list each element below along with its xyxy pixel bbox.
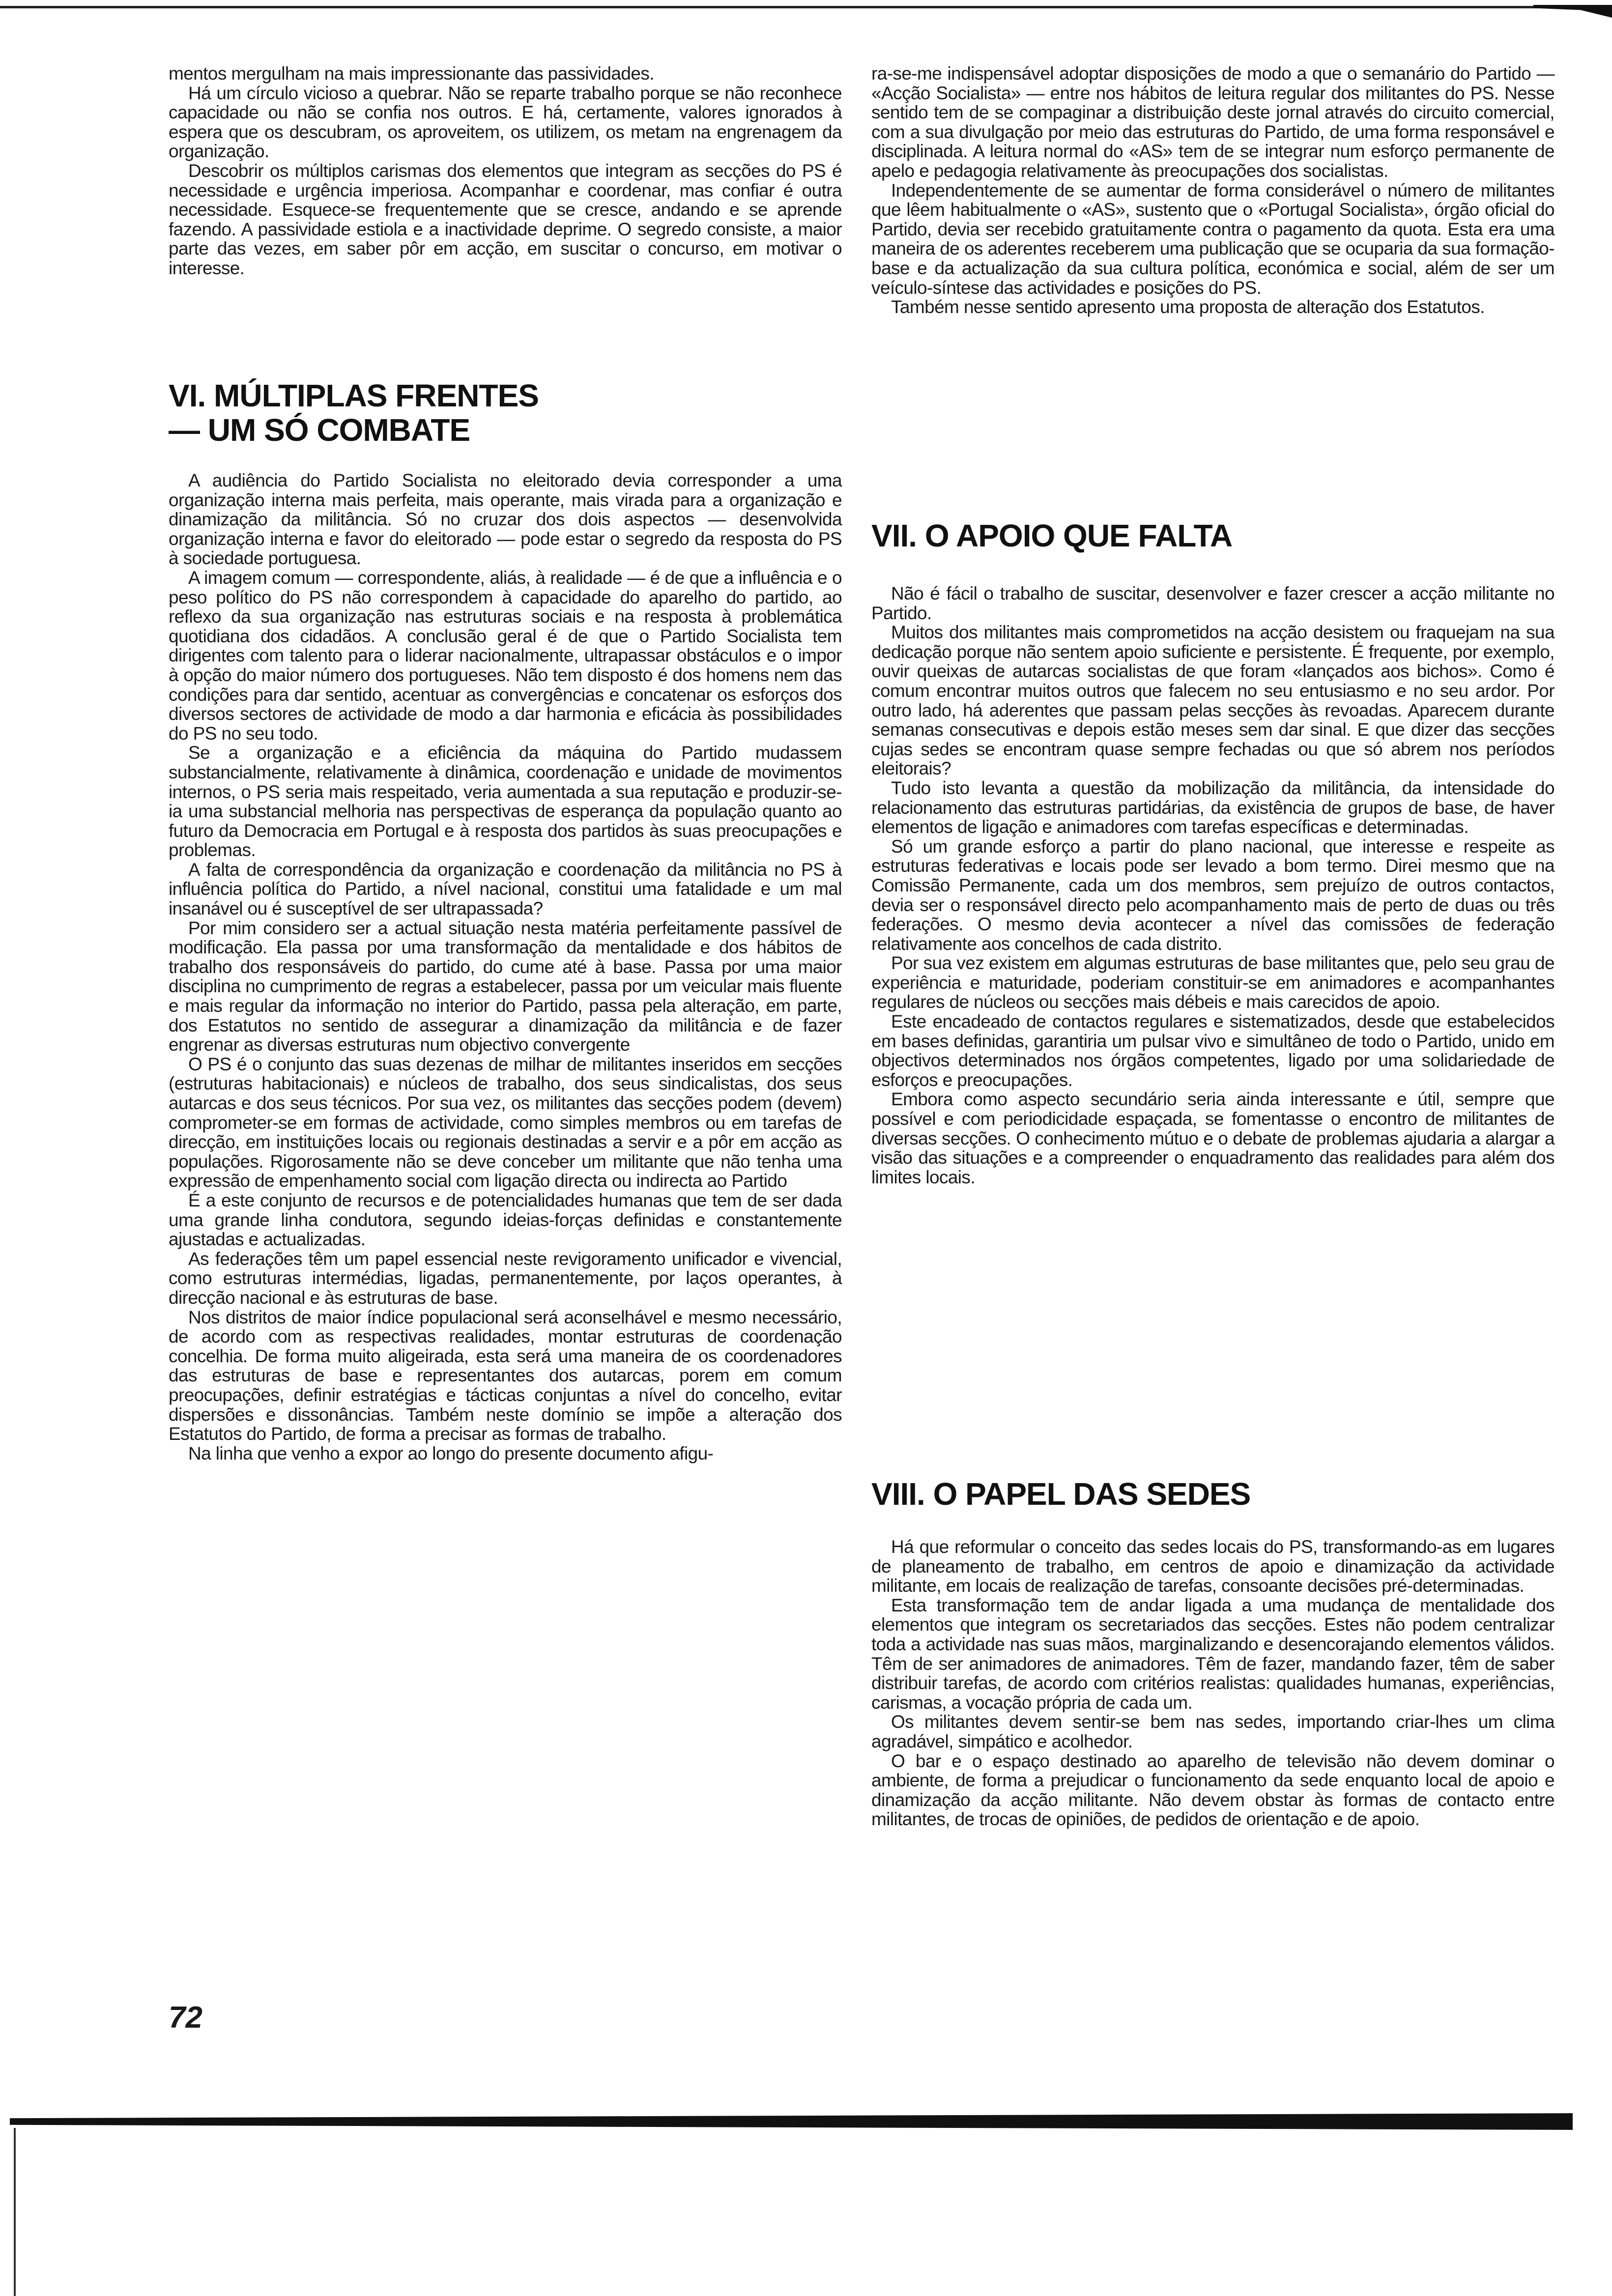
bottom-rule (10, 2113, 1573, 2130)
section-vii-body (871, 584, 1554, 1187)
paragraph: As federações têm um papel essencial neste revigoramento unificador e vivencial, como estruturas intermédias, ligadas, permanentemente, por laços operantes, à direcção nacional e às estruturas de base. (169, 1248, 842, 1308)
paragraph: A falta de correspondência da organização e coordenação da militância no PS à influência política do Partido, a nível nacional, constitui uma fatalidade e um mal insanável ou é susceptível de ser ultrapassada? (169, 859, 842, 919)
paragraph: Os militantes devem sentir-se bem nas sedes, importando criar-lhes um clima agradável, simpático e acolhedor. (871, 1712, 1554, 1751)
paragraph: O PS é o conjunto das suas dezenas de milhar de militantes inseridos em secções (estruturas habitacionais) e núcleos de trabalho, dos seus sindicalistas, dos seus autarcas e dos seus técnicos. Por sua vez, os militantes das secções podem (devem) comprometer-se em formas de actividade, como simples membros ou em tarefas de direcção, em instituições locais ou regionais destinadas a servir e a pôr em acção as populações. Rigorosamente não se deve conceber um militante que não tenha uma expressão de empenhamento social com ligação directa ou indirecta ao Partido (169, 1054, 842, 1191)
heading-vii (871, 518, 1554, 553)
paragraph: Na linha que venho a expor ao longo do presente documento afigu- (188, 1443, 714, 1464)
paragraph: Só um grande esforço a partir do plano nacional, que interesse e respeite as estruturas federativas e locais pode ser levado a bom termo. Direi mesmo que na Comissão Permanente, cada um dos membros, sem prejuízo de outros contactos, devia ser o responsável directo pelo acompanhamento mais de perto de duas ou três federações. O mesmo devia acontecer a nível das comissões de federação relativamente aos concelhos de cada distrito. (871, 836, 1554, 954)
paragraph: A imagem comum — correspondente, aliás, à realidade — é de que a influência e o peso político do PS não correspondem à capacidade do aparelho do partido, ao reflexo da sua organização nas estruturas sociais e na resposta à problemática quotidiana dos cidadãos. A conclusão geral é de que o Partido Socialista tem dirigentes com talento para o liderar nacionalmente, ultrapassar obstáculos e o impor à opção do maior número dos portugueses. Não tem disposto é dos homens nem das condições para dar sentido, acentuar as convergências e concatenar os esforços dos diversos sectores de actividade de modo a dar harmonia e eficácia às possibilidades do PS no seu todo. (169, 567, 842, 744)
heading-vii-title: VII. O APOIO QUE FALTA (871, 518, 1233, 553)
paragraph: Não é fácil o trabalho de suscitar, desenvolver e fazer crescer a acção militante no Partido. (871, 583, 1554, 623)
paragraph: Nos distritos de maior índice populacional será aconselhável e mesmo necessário, de acordo com as respectivas realidades, montar estruturas de coordenação concelhia. De forma muito aligeirada, esta será uma maneira de os coordenadores das estruturas de base e representantes dos autarcas, porem em comum preocupações, definir estratégias e tácticas conjuntas a nível do concelho, evitar dispersões e dissonâncias. Também neste domínio se impõe a alteração dos Estatutos do Partido, de forma a precisar as formas de trabalho. (169, 1307, 842, 1444)
left-edge-line (14, 2128, 16, 2296)
top-rule (0, 6, 1612, 8)
top-rule-end (1533, 5, 1612, 18)
paragraph: A audiência do Partido Socialista no eleitorado devia corresponder a uma organização interna mais perfeita, mais operante, mais virada para a organização e dinamização da militância. Só no cruzar dos dois aspectos — desenvolvida organização interna e favor do eleitorado — pode estar o segredo da resposta do PS à sociedade portuguesa. (169, 470, 842, 569)
heading-vi-line1: VI. MÚLTIPLAS FRENTES (169, 378, 539, 413)
paragraph: É a este conjunto de recursos e de potencialidades humanas que tem de ser dada uma grande linha condutora, segundo ideias-forças definidas e constantemente ajustadas e actualizadas. (169, 1190, 842, 1250)
paragraph: Há um círculo vicioso a quebrar. Não se reparte trabalho porque se não reconhece capacidade ou não se confia nos outros. E há, certamente, valores ignorados à espera que os descubram, os aproveitem, os utilizem, os metam na engrenagem da organização. (169, 83, 842, 162)
heading-vi-line2: — UM SÓ COMBATE (169, 412, 470, 448)
paragraph: Descobrir os múltiplos carismas dos elementos que integram as secções do PS é necessidade e urgência imperiosa. Acompanhar e coordenar, mas confiar é outra necessidade. Esquece-se frequentemente que se cresce, andando e se aprende fazendo. A passividade estiola e a inactividade deprime. O segredo consiste, a maior parte das vezes, em saber pôr em acção, em suscitar o concurso, em motivar o interesse. (169, 160, 842, 278)
heading-viii-title: VIII. O PAPEL DAS SEDES (871, 1476, 1251, 1512)
paragraph: Por sua vez existem em algumas estruturas de base militantes que, pelo seu grau de experiência e maturidade, poderiam constituir-se em animadores e acompanhantes regulares de núcleos ou secções mais débeis e mais carecidos de apoio. (871, 953, 1554, 1012)
paragraph: Se a organização e a eficiência da máquina do Partido mudassem substancialmente, relativamente à dinâmica, coordenação e unidade de movimentos internos, o PS seria mais respeitado, veria aumentada a sua reputação e produzir-se-ia uma substancial melhoria nas perspectivas de esperança da população quanto ao futuro da Democracia em Portugal e à resposta dos partidos às suas preocupações e problemas. (169, 743, 842, 861)
heading-vi (169, 378, 842, 447)
paragraph: Muitos dos militantes mais comprometidos na acção desistem ou fraquejam na sua dedicação porque não sentem apoio suficiente e persistente. É frequente, por exemplo, ouvir queixas de autarcas socialistas de que foram «lançados aos bichos». Como é comum encontrar muitos outros que falecem no seu entusiasmo e no seu ardor. Por outro lado, há aderentes que passam pelas secções às revoadas. Aparecem durante semanas consecutivas e depois estão meses sem dar sinal. E que dizer das secções cujas sedes se encontram quase sempre fechadas ou que só abrem nos períodos eleitorais? (871, 622, 1554, 779)
paragraph: ra-se-me indispensável adoptar disposições de modo a que o semanário do Partido — «Acção Socialista» — entre nos hábitos de leitura regular dos militantes do PS. Nesse sentido tem de se compaginar a distribuição deste jornal através do circuito comercial, com a sua divulgação por meio das estruturas do Partido, de uma forma responsável e disciplinada. A leitura normal do «AS» tem de se integrar num esforço permanente de apelo e pedagogia relativamente às preocupações dos socialistas. (871, 63, 1554, 181)
section-vi-body (169, 471, 842, 1463)
left-intro (169, 64, 842, 278)
heading-viii (871, 1477, 1554, 1511)
paragraph: Há que reformular o conceito das sedes locais do PS, transformando-as em lugares de planeamento de trabalho, em centros de apoio e dinamização da actividade militante, em locais de realização de tarefas, consoante decisões pré-determinadas. (871, 1537, 1554, 1596)
paragraph: O bar e o espaço destinado ao aparelho de televisão não devem dominar o ambiente, de forma a prejudicar o funcionamento da sede enquanto local de apoio e dinamização da acção militante. Não devem obstar às formas de contacto entre militantes, de trocas de opiniões, de pedidos de orientação e de apoio. (871, 1751, 1554, 1830)
paragraph: mentos mergulham na mais impressionante das passividades. (169, 63, 654, 84)
paragraph: Também nesse sentido apresento uma proposta de alteração dos Estatutos. (891, 297, 1485, 317)
paragraph: Independentemente de se aumentar de forma considerável o número de militantes que lêem habitualmente o «AS», sustento que o «Portugal Socialista», órgão oficial do Partido, devia ser recebido gratuitamente contra o pagamento da quota. Esta era uma maneira de os aderentes receberem uma publicação que se ocuparia da sua formação-base e da actualização da sua cultura política, económica e social, além de ser um veículo-síntese das actividades e posições do PS. (871, 180, 1554, 298)
paragraph: Este encadeado de contactos regulares e sistematizados, desde que estabelecidos em bases definidas, garantiria um pulsar vivo e simultâneo de todo o Partido, unido em objectivos determinados nos órgãos competentes, ligado por uma solidariedade de esforços e preocupações. (871, 1011, 1554, 1090)
paragraph: Por mim considero ser a actual situação nesta matéria perfeitamente passível de modificação. Ela passa por uma transformação da mentalidade e dos hábitos de trabalho dos responsáveis do partido, do cume até à base. Passa por uma maior disciplina no cumprimento de regras a estabelecer, passa por um veicular mais fluente e mais regular da informação no interior do Partido, passa pela alteração, em parte, dos Estatutos no sentido de assegurar a dinamização da militância e de fazer engrenar as diversas estruturas num objectivo convergente (169, 918, 842, 1055)
paragraph: Tudo isto levanta a questão da mobilização da militância, da intensidade do relacionamento das estruturas partidárias, da existência de grupos de base, de haver elementos de ligação e animadores com tarefas específicas e determinadas. (871, 777, 1554, 837)
section-viii-body (871, 1537, 1554, 1829)
page-number: 72 (169, 2001, 202, 2035)
paragraph: Esta transformação tem de andar ligada a uma mudança de mentalidade dos elementos que integram os secretariados das secções. Estes não podem centralizar toda a actividade nas suas mãos, marginalizando e desencorajando elementos válidos. Têm de ser animadores de animadores. Têm de fazer, mandando fazer, têm de saber distribuir tarefas, de acordo com critérios realistas: qualidades humanas, experiências, carismas, a vocação própria de cada um. (871, 1595, 1554, 1713)
right-intro (871, 64, 1554, 317)
paragraph: Embora como aspecto secundário seria ainda interessante e útil, sempre que possível e com periodicidade espaçada, se fomentasse o encontro de militantes de diversas secções. O conhecimento mútuo e o debate de problemas ajudaria a alargar a visão das situações e a compreender o enquadramento das realidades para além dos limites locais. (871, 1089, 1554, 1187)
